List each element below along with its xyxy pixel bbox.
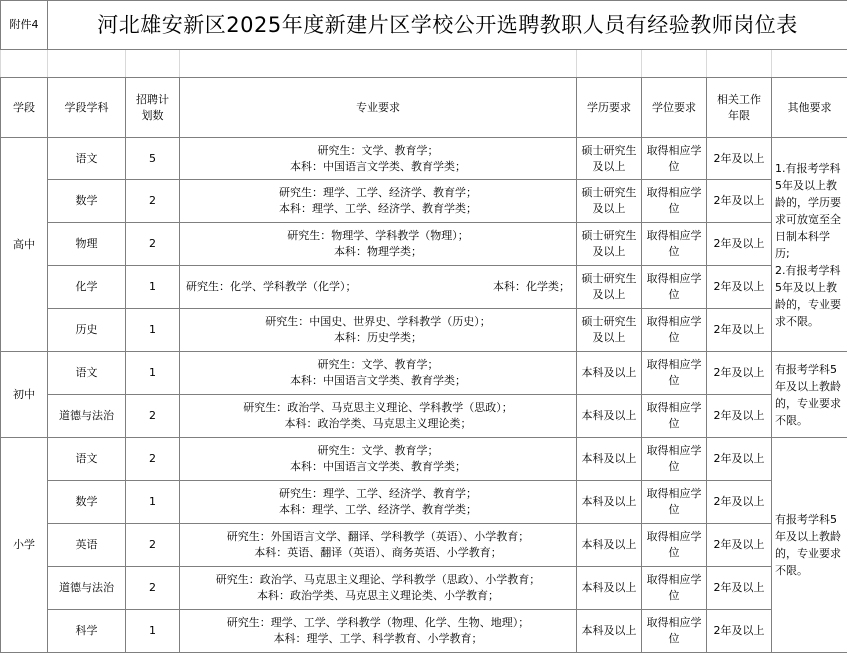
education-cell: 本科及以上 <box>577 567 642 610</box>
years-cell: 2年及以上 <box>707 610 772 653</box>
plan-cell: 5 <box>126 138 180 180</box>
major-undergrad: 本科：政治学类、马克思主义理论类、小学教育； <box>180 588 576 604</box>
plan-cell: 1 <box>126 610 180 653</box>
table-row <box>1 438 847 481</box>
table-row <box>1 481 847 524</box>
years-cell: 2年及以上 <box>707 481 772 524</box>
degree-cell: 取得相应学位 <box>642 610 707 653</box>
other-requirements-text: 有报考学科5年及以上教龄的，专业要求不限。 <box>775 363 841 427</box>
table-row <box>1 524 847 567</box>
education-cell: 本科及以上 <box>577 438 642 481</box>
major-graduate: 研究生：文学、教育学； <box>180 443 576 459</box>
major-undergrad: 本科：中国语言文学类、教育学类； <box>180 459 576 475</box>
subject-cell: 道德与法治 <box>48 395 126 438</box>
plan-cell: 2 <box>126 395 180 438</box>
degree-cell: 取得相应学位 <box>642 309 707 352</box>
plan-cell: 1 <box>126 266 180 309</box>
subject-cell: 英语 <box>48 524 126 567</box>
education-cell: 硕士研究生及以上 <box>577 309 642 352</box>
major-undergrad: 本科：理学、工学、经济学、教育学类； <box>180 201 576 217</box>
subject-cell: 数学 <box>48 481 126 524</box>
major-undergrad: 本科：中国语言文学类、教育学类； <box>180 373 576 389</box>
degree-cell: 取得相应学位 <box>642 481 707 524</box>
other-requirements-cell <box>772 438 847 653</box>
years-cell: 2年及以上 <box>707 309 772 352</box>
major-graduate: 研究生：理学、工学、经济学、教育学； <box>180 486 576 502</box>
education-cell: 硕士研究生及以上 <box>577 223 642 266</box>
major-graduate: 研究生：化学、学科教学（化学）； <box>186 279 357 295</box>
header-plan: 招聘计划数 <box>126 78 180 138</box>
table-row <box>1 180 847 223</box>
major-undergrad: 本科：历史学类； <box>180 330 576 346</box>
major-cell <box>180 180 577 223</box>
education-cell: 本科及以上 <box>577 481 642 524</box>
plan-cell: 2 <box>126 223 180 266</box>
years-cell: 2年及以上 <box>707 395 772 438</box>
education-cell: 本科及以上 <box>577 610 642 653</box>
years-cell: 2年及以上 <box>707 524 772 567</box>
years-cell: 2年及以上 <box>707 567 772 610</box>
table-row <box>1 266 847 309</box>
major-undergrad: 本科：理学、工学、经济学、教育学类； <box>180 502 576 518</box>
degree-cell: 取得相应学位 <box>642 567 707 610</box>
plan-cell: 1 <box>126 309 180 352</box>
subject-cell: 语文 <box>48 138 126 180</box>
other-requirements-text: 1.有报考学科5年及以上教龄的，学历要求可放宽至全日制本科学历; 2.有报考学科5年及以上教龄的，专业要求不限。 <box>775 162 841 328</box>
subject-cell: 物理 <box>48 223 126 266</box>
major-cell <box>180 481 577 524</box>
education-cell: 本科及以上 <box>577 395 642 438</box>
years-cell: 2年及以上 <box>707 138 772 180</box>
years-cell: 2年及以上 <box>707 438 772 481</box>
education-cell: 本科及以上 <box>577 352 642 395</box>
degree-cell: 取得相应学位 <box>642 223 707 266</box>
title-row <box>1 1 847 50</box>
major-cell <box>180 438 577 481</box>
subject-cell: 化学 <box>48 266 126 309</box>
stage-cell: 初中 <box>1 352 48 438</box>
major-graduate: 研究生：中国史、世界史、学科教学（历史）； <box>180 314 576 330</box>
major-graduate: 研究生：理学、工学、学科教学（物理、化学、生物、地理）； <box>180 615 576 631</box>
major-cell <box>180 309 577 352</box>
header-row <box>1 78 847 138</box>
plan-cell: 1 <box>126 481 180 524</box>
major-graduate: 研究生：政治学、马克思主义理论、学科教学（思政）； <box>180 400 576 416</box>
spacer-row <box>1 50 847 78</box>
degree-cell: 取得相应学位 <box>642 138 707 180</box>
page-title: 河北雄安新区2025年度新建片区学校公开选聘教职人员有经验教师岗位表 <box>48 1 847 50</box>
table-row <box>1 223 847 266</box>
table-row <box>1 567 847 610</box>
education-cell: 硕士研究生及以上 <box>577 266 642 309</box>
major-undergrad: 本科：政治学类、马克思主义理论类； <box>180 416 576 432</box>
plan-cell: 2 <box>126 180 180 223</box>
major-undergrad: 本科：英语、翻译（英语）、商务英语、小学教育； <box>180 545 576 561</box>
major-cell <box>180 567 577 610</box>
major-graduate: 研究生：政治学、马克思主义理论、学科教学（思政）、小学教育； <box>180 572 576 588</box>
other-requirements-text: 有报考学科5年及以上教龄的，专业要求不限。 <box>775 513 841 577</box>
major-undergrad: 本科：理学、工学、科学教育、小学教育； <box>180 631 576 647</box>
header-years: 相关工作年限 <box>707 78 772 138</box>
subject-cell: 数学 <box>48 180 126 223</box>
header-education: 学历要求 <box>577 78 642 138</box>
attachment-label: 附件4 <box>1 1 48 50</box>
major-undergrad: 本科：中国语言文学类、教育学类； <box>180 159 576 175</box>
major-graduate: 研究生：物理学、学科教学（物理）； <box>180 228 576 244</box>
plan-cell: 2 <box>126 524 180 567</box>
plan-cell: 2 <box>126 567 180 610</box>
years-cell: 2年及以上 <box>707 223 772 266</box>
stage-cell: 高中 <box>1 138 48 352</box>
subject-cell: 语文 <box>48 438 126 481</box>
subject-cell: 道德与法治 <box>48 567 126 610</box>
other-requirements-cell <box>772 138 847 352</box>
header-stage: 学段 <box>1 78 48 138</box>
header-subject: 学段学科 <box>48 78 126 138</box>
degree-cell: 取得相应学位 <box>642 266 707 309</box>
years-cell: 2年及以上 <box>707 266 772 309</box>
degree-cell: 取得相应学位 <box>642 352 707 395</box>
major-cell <box>180 610 577 653</box>
major-cell <box>180 395 577 438</box>
degree-cell: 取得相应学位 <box>642 395 707 438</box>
major-graduate: 研究生：文学、教育学； <box>180 143 576 159</box>
table-row <box>1 395 847 438</box>
major-graduate: 研究生：外国语言文学、翻译、学科教学（英语）、小学教育； <box>180 529 576 545</box>
education-cell: 硕士研究生及以上 <box>577 180 642 223</box>
table-row <box>1 352 847 395</box>
table-row <box>1 610 847 653</box>
education-cell: 硕士研究生及以上 <box>577 138 642 180</box>
subject-cell: 历史 <box>48 309 126 352</box>
table-row <box>1 138 847 180</box>
years-cell: 2年及以上 <box>707 352 772 395</box>
degree-cell: 取得相应学位 <box>642 180 707 223</box>
major-undergrad: 本科：化学类； <box>493 279 570 295</box>
plan-cell: 2 <box>126 438 180 481</box>
subject-cell: 科学 <box>48 610 126 653</box>
stage-cell: 小学 <box>1 438 48 653</box>
major-cell <box>180 223 577 266</box>
plan-cell: 1 <box>126 352 180 395</box>
major-cell <box>180 524 577 567</box>
other-requirements-cell <box>772 352 847 438</box>
major-cell <box>180 266 577 309</box>
education-cell: 本科及以上 <box>577 524 642 567</box>
table-row <box>1 309 847 352</box>
subject-cell: 语文 <box>48 352 126 395</box>
major-graduate: 研究生：理学、工学、经济学、教育学； <box>180 185 576 201</box>
major-cell <box>180 352 577 395</box>
major-graduate: 研究生：文学、教育学； <box>180 357 576 373</box>
major-cell <box>180 138 577 180</box>
header-major: 专业要求 <box>180 78 577 138</box>
header-degree: 学位要求 <box>642 78 707 138</box>
degree-cell: 取得相应学位 <box>642 438 707 481</box>
degree-cell: 取得相应学位 <box>642 524 707 567</box>
major-undergrad: 本科：物理学类； <box>180 244 576 260</box>
years-cell: 2年及以上 <box>707 180 772 223</box>
header-other: 其他要求 <box>772 78 847 138</box>
